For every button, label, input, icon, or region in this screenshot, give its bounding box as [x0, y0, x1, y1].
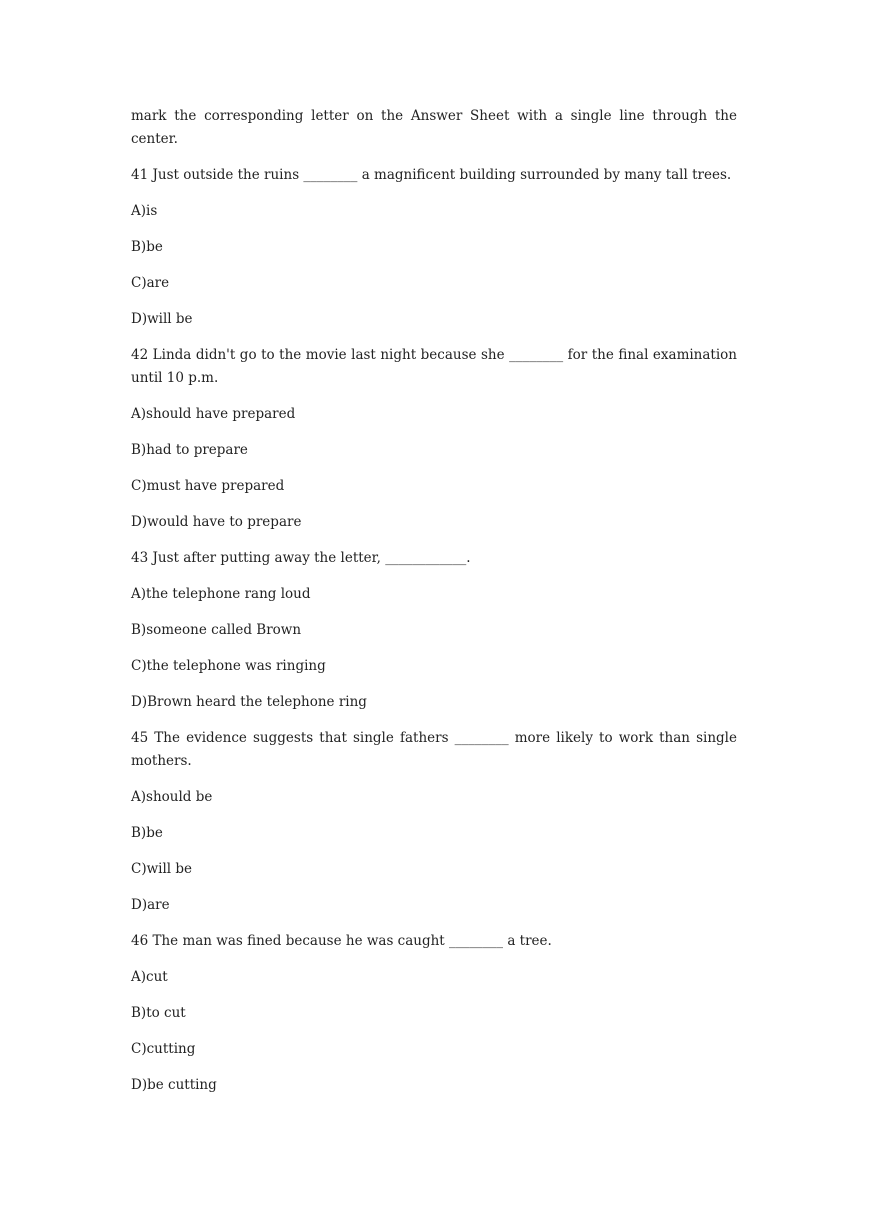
question-43	[131, 547, 737, 714]
option-b: B)someone called Brown	[131, 622, 302, 638]
option-c: C)will be	[131, 861, 193, 877]
option-a: A)should have prepared	[131, 406, 296, 422]
option-a: A)cut	[131, 969, 168, 985]
option-b: B)be	[131, 239, 163, 255]
question-stem: 45 The evidence suggests that single fathers ________ more likely to work than single mothers.	[131, 730, 737, 769]
question-46	[131, 930, 737, 1097]
option-b: B)to cut	[131, 1005, 186, 1021]
option-d: D)will be	[131, 311, 193, 327]
option-a: A)is	[131, 203, 158, 219]
question-stem: 41 Just outside the ruins ________ a magnificent building surrounded by many tall trees.	[131, 167, 732, 183]
question-42	[131, 344, 737, 534]
option-b: B)be	[131, 825, 163, 841]
option-c: C)are	[131, 275, 170, 291]
option-d: D)be cutting	[131, 1077, 217, 1093]
question-41	[131, 164, 737, 331]
instructions-text: mark the corresponding letter on the Answer Sheet with a single line through the center.	[131, 108, 737, 147]
document-page	[131, 105, 737, 1110]
option-c: C)cutting	[131, 1041, 196, 1057]
question-45	[131, 727, 737, 917]
question-stem: 43 Just after putting away the letter, ____________.	[131, 550, 471, 566]
option-c: C)the telephone was ringing	[131, 658, 326, 674]
option-a: A)the telephone rang loud	[131, 586, 311, 602]
question-stem: 42 Linda didn't go to the movie last night because she ________ for the final examination until 10 p.m.	[131, 347, 737, 386]
option-d: D)would have to prepare	[131, 514, 302, 530]
option-d: D)are	[131, 897, 170, 913]
question-stem: 46 The man was fined because he was caught ________ a tree.	[131, 933, 552, 949]
option-d: D)Brown heard the telephone ring	[131, 694, 367, 710]
option-c: C)must have prepared	[131, 478, 285, 494]
option-a: A)should be	[131, 789, 213, 805]
option-b: B)had to prepare	[131, 442, 248, 458]
